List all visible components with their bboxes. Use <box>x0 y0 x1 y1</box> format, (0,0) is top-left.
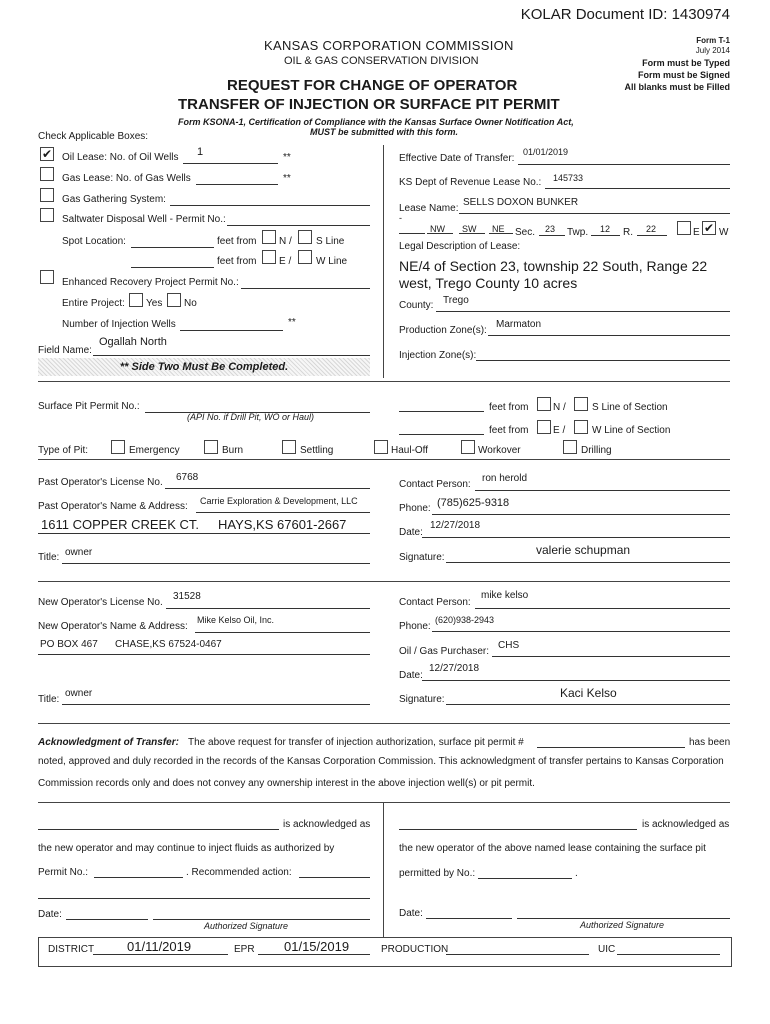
legal-description-line-1: NE/4 of Section 23, township 22 South, Range 22 <box>399 258 708 274</box>
gas-gathering-line[interactable] <box>170 205 370 206</box>
quarter-2-value: SW <box>462 224 477 234</box>
ack-right-operator-line[interactable] <box>399 829 637 830</box>
entire-no-checkbox[interactable] <box>167 293 181 307</box>
gas-gathering-label: Gas Gathering System: <box>62 194 166 205</box>
saltwater-permit-line[interactable] <box>227 225 370 226</box>
new-date-label: Date: <box>399 670 423 681</box>
past-address-2: HAYS,KS 67601-2667 <box>218 517 347 532</box>
oil-wells-value: 1 <box>197 146 204 158</box>
ack-right-is-ack: is acknowledged as <box>642 819 730 830</box>
past-license-line[interactable] <box>165 488 370 489</box>
county-label: County: <box>399 300 434 311</box>
section-rule-1 <box>38 381 730 382</box>
ack-right-signature-line[interactable] <box>517 918 730 919</box>
requirement-typed: Form must be Typed <box>642 58 730 68</box>
new-contact-line[interactable] <box>475 608 730 609</box>
past-phone-line[interactable] <box>432 514 730 515</box>
past-title-line[interactable] <box>62 563 370 564</box>
ack-pit-permit-line[interactable] <box>537 747 685 748</box>
ack-divider <box>383 802 384 937</box>
quarter-1-value: NW <box>430 224 445 234</box>
gas-lease-label: Gas Lease: No. of Gas Wells <box>62 173 191 184</box>
ack-right-line-2: the new operator of the above named lease containing the surface pit <box>399 843 706 854</box>
section-rule-5 <box>38 802 730 803</box>
past-license-value: 6768 <box>176 472 199 483</box>
new-signature-label: Signature: <box>399 694 445 705</box>
uic-label: UIC <box>598 944 616 955</box>
oil-lease-checkbox[interactable]: ✔ <box>41 147 53 161</box>
past-address-line[interactable] <box>38 533 370 534</box>
ack-text-1-end: has been <box>689 737 731 748</box>
county-line[interactable] <box>436 311 730 312</box>
entire-yes-label: Yes <box>146 298 163 309</box>
lease-name-value: SELLS DOXON BUNKER <box>463 197 579 208</box>
district-label: DISTRICT <box>48 944 95 955</box>
section-rule-4 <box>38 723 730 724</box>
range-label: R. <box>623 227 633 238</box>
sec-line[interactable] <box>539 235 565 236</box>
ack-permit-label: Permit No.: <box>38 867 89 878</box>
production-zones-line[interactable] <box>488 335 730 336</box>
api-note: (API No. if Drill Pit, WO or Haul) <box>187 412 315 422</box>
entire-project-label: Entire Project: <box>62 298 125 309</box>
quarter-0-line[interactable] <box>399 233 425 234</box>
effective-date-label: Effective Date of Transfer: <box>399 153 515 164</box>
ack-left-auth-signature: Authorized Signature <box>204 921 289 931</box>
ack-text-2: noted, approved and duly recorded in the records of the Kansas Corporation Commission. This acknowledgment of transfer pertains to Kansas Corporation <box>38 756 724 767</box>
ack-left-signature-line[interactable] <box>153 919 370 920</box>
east-checkbox[interactable] <box>262 250 276 264</box>
past-name-value: Carrie Exploration & Development, LLC <box>200 496 358 506</box>
quarter-3-value: NE <box>492 224 505 234</box>
new-contact-value: mike kelso <box>481 590 529 601</box>
past-license-label: Past Operator's License No. <box>38 477 163 488</box>
new-title-line[interactable] <box>62 704 370 705</box>
effective-date-value: 01/01/2019 <box>523 147 569 157</box>
epr-line[interactable] <box>258 954 370 955</box>
ack-recommended-line[interactable] <box>299 877 370 878</box>
effective-date-line[interactable] <box>518 164 730 165</box>
range-east-checkbox[interactable] <box>677 221 691 235</box>
range-value: 22 <box>646 224 657 234</box>
pit-east-label: E / <box>553 425 566 436</box>
ack-right-auth-signature: Authorized Signature <box>580 920 665 930</box>
pit-workover-label: Workover <box>478 445 521 456</box>
past-name-line[interactable] <box>196 512 370 513</box>
oil-wells-line[interactable] <box>183 163 278 164</box>
past-phone-label: Phone: <box>399 503 431 514</box>
range-west-label: W <box>719 227 729 238</box>
injection-zones-label: Injection Zone(s): <box>399 350 477 361</box>
county-value: Trego <box>443 295 469 306</box>
past-name-label: Past Operator's Name & Address: <box>38 501 188 512</box>
legal-description-label: Legal Description of Lease: <box>399 241 521 252</box>
form-subtitle-2: MUST be submitted with this form. <box>310 127 458 137</box>
ack-left-date-label: Date: <box>38 909 62 920</box>
pit-west-label: W Line of Section <box>592 425 671 436</box>
ksdor-lease-line[interactable] <box>545 188 730 189</box>
new-name-line[interactable] <box>195 632 370 633</box>
sec-value: 23 <box>545 224 556 234</box>
field-name-label: Field Name: <box>38 345 92 356</box>
injection-wells-line[interactable] <box>180 330 283 331</box>
spot-feet-ew-line[interactable] <box>131 267 214 268</box>
new-title-value: owner <box>65 688 93 699</box>
past-phone-value: (785)625-9318 <box>437 497 510 509</box>
legal-description-line-2: west, Trego County 10 acres <box>399 275 578 291</box>
ack-permitted-by-line[interactable] <box>478 878 572 879</box>
ack-right-date-label: Date: <box>399 908 423 919</box>
enhanced-recovery-checkbox[interactable] <box>40 270 54 284</box>
new-phone-value: (620)938-2943 <box>435 615 495 625</box>
pit-type-label: Type of Pit: <box>38 445 89 456</box>
south-checkbox[interactable] <box>298 230 312 244</box>
oil-wells-star: ** <box>283 152 291 163</box>
ack-left-is-ack: is acknowledged as <box>283 819 371 830</box>
production-label: PRODUCTION <box>381 944 449 955</box>
pit-burn-label: Burn <box>222 445 244 456</box>
sec-label: Sec. <box>515 227 536 238</box>
saltwater-disposal-checkbox[interactable] <box>40 208 54 222</box>
new-license-label: New Operator's License No. <box>38 597 163 608</box>
column-divider <box>383 145 384 378</box>
past-signature-line[interactable] <box>446 562 730 563</box>
ack-text-1: The above request for transfer of injection authorization, surface pit permit # <box>188 737 524 748</box>
check-boxes-label: Check Applicable Boxes: <box>38 131 149 142</box>
new-date-line[interactable] <box>422 680 730 681</box>
production-zones-label: Production Zone(s): <box>399 325 487 336</box>
purchaser-value: CHS <box>498 640 520 651</box>
field-name-value: Ogallah North <box>99 336 167 348</box>
pit-south-label: S Line of Section <box>592 402 668 413</box>
ack-permitted-by-label: permitted by No.: <box>399 868 476 879</box>
uic-line[interactable] <box>617 954 720 955</box>
past-contact-line[interactable] <box>475 490 730 491</box>
east-label: E / <box>279 256 292 267</box>
section-rule-3 <box>38 581 730 582</box>
new-contact-label: Contact Person: <box>399 597 471 608</box>
pit-emergency-checkbox[interactable] <box>111 440 125 454</box>
ack-text-3: Commission records only and does not convey any ownership interest in the above injection well(s) or pit permit. <box>38 778 535 789</box>
new-signature-value: Kaci Kelso <box>560 686 617 700</box>
pit-emergency-label: Emergency <box>129 445 180 456</box>
agency-name: KANSAS CORPORATION COMMISSION <box>264 38 514 53</box>
pit-settling-label: Settling <box>300 445 334 456</box>
ack-left-line-2: the new operator and may continue to inject fluids as authorized by <box>38 843 335 854</box>
new-license-line[interactable] <box>166 608 370 609</box>
feet-from-label: feet from <box>217 236 257 247</box>
epr-value: 01/15/2019 <box>284 939 350 954</box>
past-date-label: Date: <box>399 527 423 538</box>
feet-from-label-2: feet from <box>217 256 257 267</box>
section-rule-2 <box>38 459 730 460</box>
form-title-2: TRANSFER OF INJECTION OR SURFACE PIT PERMIT <box>178 96 560 113</box>
north-label: N / <box>279 236 292 247</box>
past-title-value: owner <box>65 547 93 558</box>
surface-pit-label: Surface Pit Permit No.: <box>38 401 140 412</box>
gas-wells-line[interactable] <box>196 184 278 185</box>
new-name-label: New Operator's Name & Address: <box>38 621 188 632</box>
ack-period: . <box>575 868 578 879</box>
ack-right-date-line[interactable] <box>426 918 512 919</box>
new-phone-line[interactable] <box>432 631 730 632</box>
range-east-label: E <box>693 227 700 238</box>
enhanced-recovery-label: Enhanced Recovery Project Permit No.: <box>62 277 239 288</box>
past-address-1: 1611 COPPER CREEK CT. <box>41 517 199 532</box>
gas-wells-star: ** <box>283 173 291 184</box>
past-contact-value: ron herold <box>482 473 528 484</box>
pit-east-checkbox[interactable] <box>537 420 551 434</box>
ack-left-operator-line[interactable] <box>38 829 279 830</box>
new-address-1: PO BOX 467 <box>40 639 98 650</box>
pit-west-checkbox[interactable] <box>574 420 588 434</box>
south-line-label: S Line <box>316 236 345 247</box>
gas-lease-checkbox[interactable] <box>40 167 54 181</box>
ack-recommended-line-2[interactable] <box>38 898 370 899</box>
production-line[interactable] <box>446 954 589 955</box>
pit-settling-checkbox[interactable] <box>282 440 296 454</box>
requirement-signed: Form must be Signed <box>637 70 730 80</box>
entire-yes-checkbox[interactable] <box>129 293 143 307</box>
spot-feet-ns-line[interactable] <box>131 247 214 248</box>
pit-south-checkbox[interactable] <box>574 397 588 411</box>
lease-name-label: Lease Name: <box>399 203 459 214</box>
pit-feet-ns-line[interactable] <box>399 411 484 412</box>
document-id: KOLAR Document ID: 1430974 <box>520 6 730 23</box>
epr-label: EPR <box>234 944 255 955</box>
form-date: July 2014 <box>695 46 730 55</box>
district-line[interactable] <box>93 954 228 955</box>
production-zones-value: Marmaton <box>496 319 542 330</box>
pit-burn-checkbox[interactable] <box>204 440 218 454</box>
pit-drilling-label: Drilling <box>581 445 612 456</box>
ack-lead: Acknowledgment of Transfer: <box>38 737 179 748</box>
past-title-label: Title: <box>38 552 60 563</box>
twp-value: 12 <box>600 224 611 234</box>
new-title-label: Title: <box>38 694 60 705</box>
gas-gathering-checkbox[interactable] <box>40 188 54 202</box>
form-title-1: REQUEST FOR CHANGE OF OPERATOR <box>227 77 518 94</box>
district-value: 01/11/2019 <box>127 939 192 954</box>
form-subtitle-1: Form KSONA-1, Certification of Compliance with the Kansas Surface Owner Notification Act, <box>178 117 574 127</box>
new-address-2: CHASE,KS 67524-0467 <box>115 639 222 650</box>
past-signature-value: valerie schupman <box>536 543 631 557</box>
ksdor-lease-value: 145733 <box>553 173 584 183</box>
requirement-filled: All blanks must be Filled <box>624 82 730 92</box>
pit-north-label: N / <box>553 402 566 413</box>
ksdor-lease-label: KS Dept of Revenue Lease No.: <box>399 177 542 188</box>
twp-line[interactable] <box>591 235 620 236</box>
oil-lease-label: Oil Lease: No. of Oil Wells <box>62 152 179 163</box>
new-address-line[interactable] <box>38 654 370 655</box>
pit-workover-checkbox[interactable] <box>461 440 475 454</box>
north-checkbox[interactable] <box>262 230 276 244</box>
past-contact-label: Contact Person: <box>399 479 471 490</box>
injection-wells-star: ** <box>288 317 296 328</box>
range-line[interactable] <box>637 235 667 236</box>
side-two-notice: ** Side Two Must Be Completed. <box>38 358 370 376</box>
injection-wells-label: Number of Injection Wells <box>62 319 176 330</box>
new-phone-label: Phone: <box>399 621 431 632</box>
range-west-checkbox[interactable]: ✔ <box>703 221 715 235</box>
field-name-line[interactable] <box>93 355 370 356</box>
new-license-value: 31528 <box>173 591 201 602</box>
pit-drilling-checkbox[interactable] <box>563 440 577 454</box>
lease-name-line[interactable] <box>459 213 730 214</box>
new-date-value: 12/27/2018 <box>429 663 480 674</box>
division-name: OIL & GAS CONSERVATION DIVISION <box>284 55 479 67</box>
entire-no-label: No <box>184 298 197 309</box>
purchaser-line[interactable] <box>492 656 730 657</box>
past-date-value: 12/27/2018 <box>430 520 481 531</box>
west-line-label: W Line <box>316 256 348 267</box>
form-number: Form T-1 <box>696 36 730 45</box>
saltwater-disposal-label: Saltwater Disposal Well - Permit No.: <box>62 214 226 225</box>
purchaser-label: Oil / Gas Purchaser: <box>399 646 490 657</box>
new-name-value: Mike Kelso Oil, Inc. <box>197 615 275 625</box>
past-signature-label: Signature: <box>399 552 445 563</box>
new-signature-line[interactable] <box>446 704 730 705</box>
pit-hauloff-label: Haul-Off <box>391 445 429 456</box>
twp-label: Twp. <box>567 227 589 238</box>
pit-feet-ew-line[interactable] <box>399 434 484 435</box>
west-checkbox[interactable] <box>298 250 312 264</box>
spot-location-label: Spot Location: <box>62 236 126 247</box>
pit-feet-from-label-2: feet from <box>489 425 529 436</box>
injection-zones-line[interactable] <box>476 360 730 361</box>
ack-recommended-label: . Recommended action: <box>186 867 292 878</box>
ack-left-date-line[interactable] <box>66 919 148 920</box>
pit-hauloff-checkbox[interactable] <box>374 440 388 454</box>
ack-permit-line[interactable] <box>94 877 183 878</box>
past-date-line[interactable] <box>422 537 730 538</box>
pit-north-checkbox[interactable] <box>537 397 551 411</box>
pit-feet-from-label: feet from <box>489 402 529 413</box>
enhanced-recovery-line[interactable] <box>241 288 370 289</box>
